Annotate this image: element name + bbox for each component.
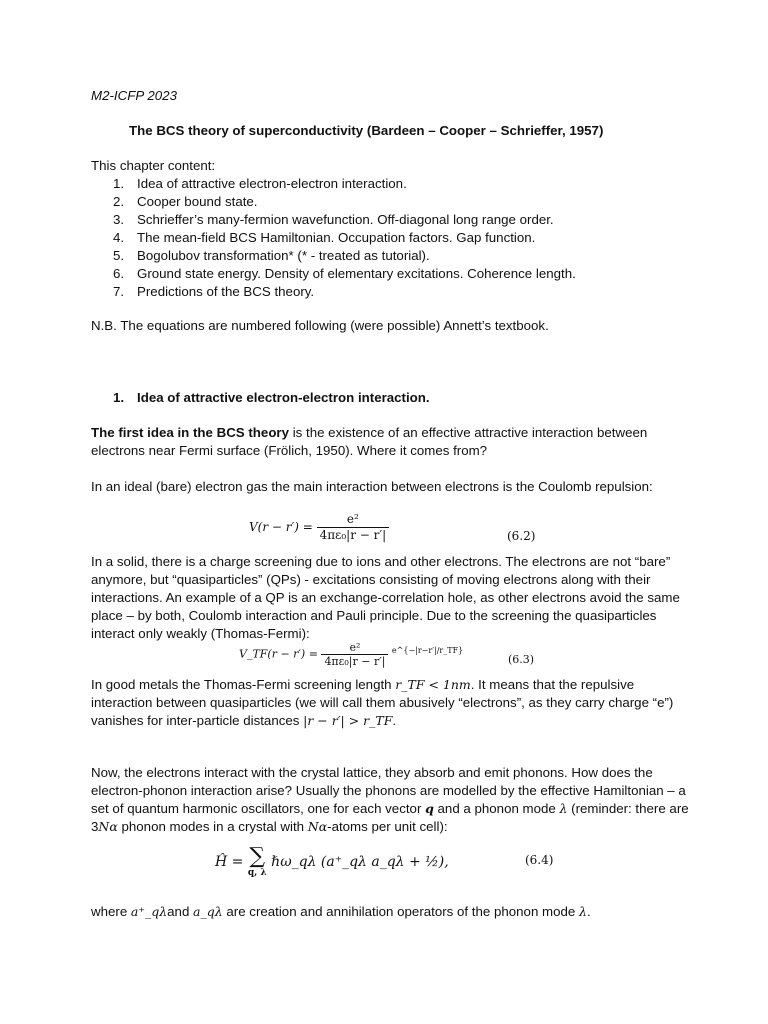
section-heading: 1. Idea of attractive electron-electron interaction. [113,390,430,405]
document-title: The BCS theory of superconductivity (Bardeen – Cooper – Schrieffer, 1957) [129,123,604,138]
equation-number: (6.4) [525,853,554,867]
list-number: 5. [113,248,125,263]
paragraph-coulomb: In an ideal (bare) electron gas the main interaction between electrons is the Coulomb repulsion: [91,479,653,494]
paragraph-screening: In a solid, there is a charge screening due to ions and other electrons. The electrons are not “bare” anymore, but “quasiparticles” (QPs) - excitations consisting of moving electrons along with their interactions. An example of a QP is an exchange-correlation hole, as other electrons avoid the same place – by both, Coulomb interaction and Pauli principle. Due to the screening the quasiparticles interact only weakly (Thomas-Fermi): [91,554,680,641]
course-header: M2-ICFP 2023 [91,88,177,103]
paragraph-thomas-fermi: In good metals the Thomas-Fermi screening length r_TF < 1nm. It means that the repulsive interaction between quasiparticles (we will call them abusively “electrons”, as they carry charge “e”) vanishes for inter-particle distances |r − r′| > r_TF. [91,677,674,728]
list-item: 3. Schrieffer’s many-fermion wavefunction. Off-diagonal long range order. [113,212,554,227]
list-item: 4. The mean-field BCS Hamiltonian. Occupation factors. Gap function. [113,230,536,245]
list-item: 7. Predictions of the BCS theory. [113,284,315,299]
paragraph-phonons: Now, the electrons interact with the crystal lattice, they absorb and emit phonons. How does the electron-phonon interaction arise? Usually the phonons are modelled by the effective Hamiltonian – a set of quantum harmonic oscillators, one for each vector q and a phonon mode λ (reminder: there are 3Nα phonon modes in a crystal with Nα-atoms per unit cell): [91,765,689,834]
paragraph-operators: where a⁺_qλand a_qλ are creation and annihilation operators of the phonon mode λ. [91,904,591,919]
equation-6-4: Ĥ = ∑ q, λ ℏω_qλ (a⁺_qλ a_qλ + ½), [215,844,449,878]
equation-number: (6.2) [507,529,536,543]
list-item: 5. Bogolubov transformation* (* - treated as tutorial). [113,248,430,263]
list-item: 1. Idea of attractive electron-electron interaction. [113,176,407,191]
list-number: 2. [113,194,125,209]
equation-number: (6.3) [508,653,535,666]
list-item: 6. Ground state energy. Density of elementary excitations. Coherence length. [113,266,576,281]
list-item: 2. Cooper bound state. [113,194,258,209]
list-number: 7. [113,284,125,299]
list-number: 3. [113,212,125,227]
paragraph-first-idea: The first idea in the BCS theory is the existence of an effective attractive interaction between electrons near Fermi surface (Frölich, 1950). Where it comes from? [91,425,648,458]
list-number: 1. [113,176,125,191]
contents-list [91,175,576,301]
chapter-intro: This chapter content: [91,158,216,173]
list-number: 4. [113,230,125,245]
equation-6-2: V(r − r′) = $\frac{\text{e²}}{\text{4πε₀|r − r′|}}$ [249,512,389,543]
note-text: N.B. The equations are numbered following (were possible) Annett’s textbook. [91,318,549,333]
equation-6-3: V_TF(r − r′) = $\frac{\text{e²}}{\text{4πε₀|r − r′|}}$ $^{e\^{}\{-|r-r'|/r\_TF\}}$ [239,641,464,668]
list-number: 6. [113,266,125,281]
